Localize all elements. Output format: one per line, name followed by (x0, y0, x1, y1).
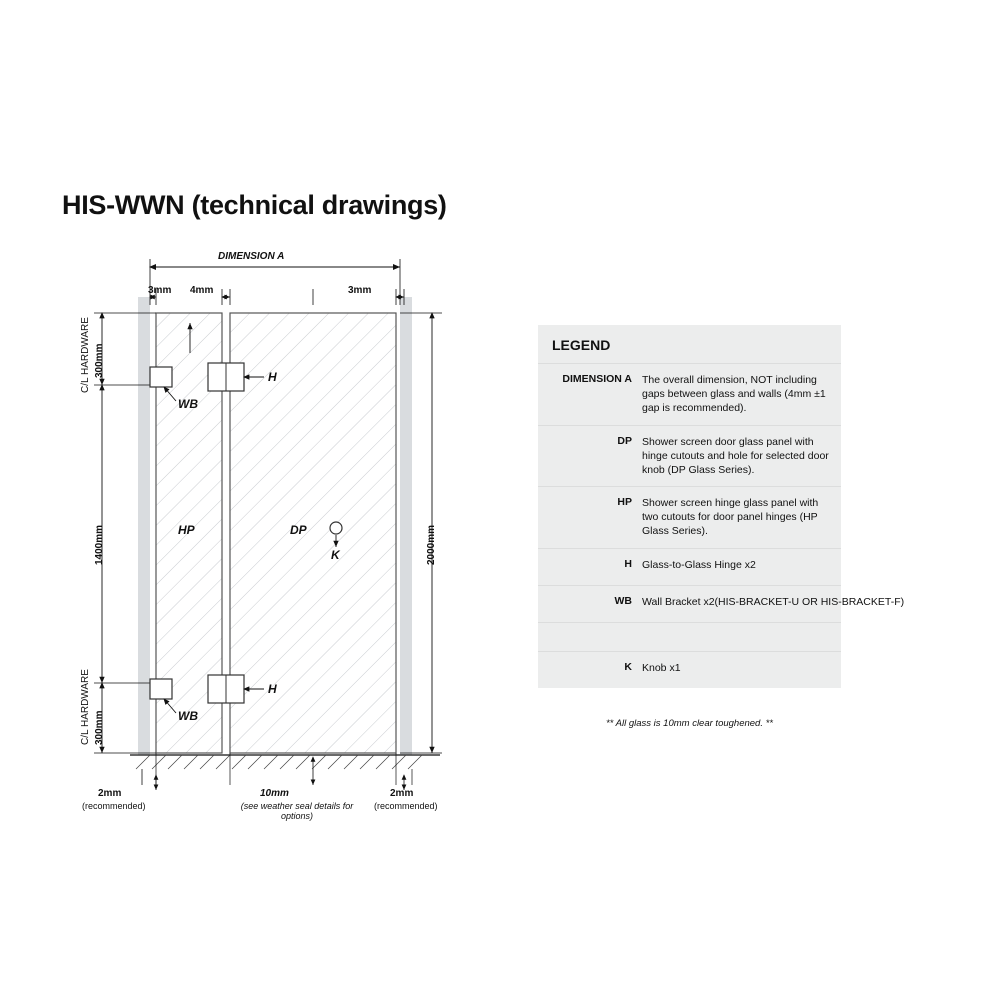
legend-key: K (624, 660, 632, 673)
legend-row (538, 363, 841, 425)
legend-row (538, 585, 905, 622)
floor-mid-gap-label: 10mm (260, 788, 289, 799)
legend-note: ** All glass is 10mm clear toughened. ** (605, 718, 774, 729)
mid-height-label: 1400mm (94, 524, 105, 565)
legend-title: LEGEND (552, 337, 611, 353)
drawing-svg (60, 245, 480, 845)
legend-desc: The overall dimension, NOT including gaps between glass and walls (4mm ±1 gap is recommended). (642, 374, 826, 415)
legend-row (538, 486, 841, 548)
cl-hardware-top-label: C/L HARDWARE (80, 317, 91, 393)
legend-key: DP (617, 434, 632, 447)
floor-mid-note: (see weather seal details for options) (240, 801, 354, 821)
overall-height-label: 2000mm (426, 524, 437, 565)
legend-key: HP (617, 496, 632, 509)
legend-desc: Knob x1 (642, 661, 681, 674)
legend-desc: Wall Bracket x2(HIS-BRACKET-U OR HIS-BRACKET-F) (642, 595, 905, 608)
legend-panel (538, 325, 905, 688)
gap-left-label: 3mm (148, 285, 172, 296)
hinge-top-label: H (268, 370, 277, 384)
legend-key: DIMENSION A (562, 373, 632, 385)
floor-left-gap-label: 2mm (98, 788, 122, 799)
panel-hp-label: HP (178, 523, 195, 537)
dimension-a-label: DIMENSION A (218, 251, 285, 262)
top-offset-label: 300mm (94, 343, 105, 378)
legend-desc: Shower screen hinge glass panel with two cutouts for door panel hinges (HP Glass Series). (642, 497, 819, 538)
legend-row (538, 425, 841, 487)
page-title: HIS-WWN (technical drawings) (62, 190, 447, 220)
knob-label: K (331, 548, 340, 562)
bracket-top-label: WB (178, 397, 198, 411)
cl-hardware-bottom-label: C/L HARDWARE (80, 669, 91, 745)
hinge-bottom-label: H (268, 682, 277, 696)
legend-key: H (624, 557, 632, 570)
legend-key: WB (614, 594, 632, 607)
legend-row (538, 548, 841, 585)
gap-mid-label: 4mm (190, 285, 214, 296)
bracket-bottom-label: WB (178, 709, 198, 723)
floor-right-gap-label: 2mm (390, 788, 414, 799)
floor-left-note: (recommended) (82, 801, 146, 811)
technical-drawing (60, 245, 480, 845)
legend-desc: Shower screen door glass panel with hinge cutouts and hole for selected door knob (DP Glass Series). (642, 435, 829, 476)
bottom-offset-label: 300mm (94, 710, 105, 745)
gap-right-label: 3mm (348, 285, 372, 296)
legend-row (538, 651, 841, 688)
floor-right-note: (recommended) (374, 801, 438, 811)
panel-dp-label: DP (290, 523, 307, 537)
legend-desc: Glass-to-Glass Hinge x2 (642, 558, 756, 571)
legend-row-spacer (538, 622, 841, 651)
